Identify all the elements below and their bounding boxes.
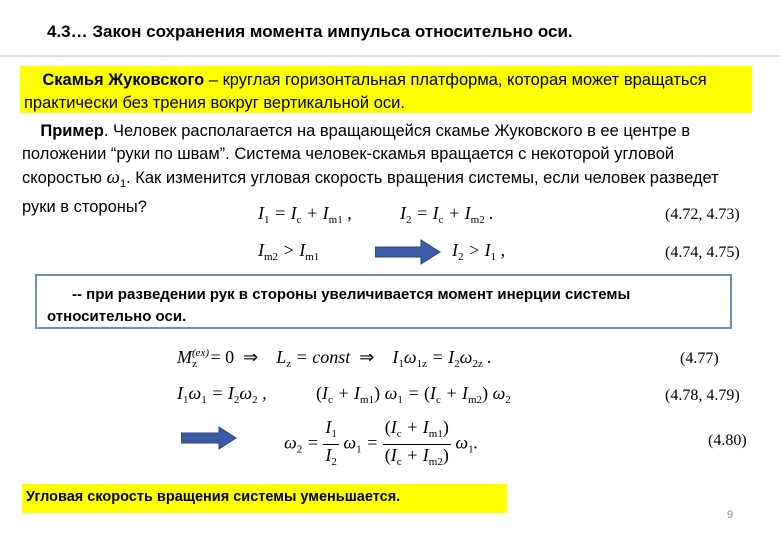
example-paragraph: [22, 120, 752, 219]
conclusion-box: [22, 484, 507, 513]
definition-term: Скамья Жуковского: [42, 71, 205, 89]
example-label: Пример: [40, 122, 104, 140]
title-divider: [0, 55, 780, 57]
equation-number-4-77: (4.77): [680, 350, 719, 367]
page-title: 4.3… Закон сохранения момента импульса относительно оси.: [47, 22, 573, 41]
equation-number-4-80: (4.80): [708, 432, 747, 449]
right-arrow-icon: [375, 239, 441, 265]
equation-4-74: $I_{m2} > I_{m1}$: [258, 240, 320, 263]
equation-number-4-78: (4.78, 4.79): [665, 387, 740, 404]
example-text-1: . Человек располагается на вращающейся скамье Жуковского в ее центре в положении “руки по швам”. Система человек-скамья вращается с некоторой угловой скоростью: [22, 122, 691, 187]
equation-4-80: $\omega_2$ = $\frac{I_1}{I_2}$ $\omega_1$ = $\frac{(I_c + I_{m1})}{(I_c + I_{m2})}$ $\omega_1$.: [284, 417, 479, 468]
omega-symbol: ω: [106, 167, 120, 188]
example-text-2: . Как изменится угловая скорость вращения системы, если человек разведет руки в стороны?: [22, 169, 719, 216]
note-box: [35, 274, 732, 329]
equation-4-78: $I_1\omega_1 = I_2\omega_2$ ,: [177, 383, 267, 406]
equation-number-4-74: (4.74, 4.75): [665, 244, 740, 261]
page-number: 9: [727, 509, 734, 521]
equation-4-79: $(I_c + I_{m1}) \omega_1 = (I_c + I_{m2})$ $\omega_2$: [316, 383, 511, 406]
equation-4-77: $M^{(ex)}_z$ = 0 ⇒ $L_z$ = const ⇒ $I_1\omega_{1z} = I_2\omega_{2z}$ .: [177, 347, 492, 370]
note-text: -- при разведении рук в стороны увеличивается момент инерции системы относительно оси.: [47, 286, 631, 325]
definition-box: [20, 66, 752, 113]
definition-text: – круглая горизонтальная платформа, которая может вращаться практически без трения вокруг вертикальной оси.: [24, 71, 707, 112]
omega-subscript: 1: [119, 178, 127, 190]
equation-4-72: $I_1 = I_c + I_{m1}$ ,: [258, 203, 352, 226]
equation-4-75: $I_2 > I_1$ ,: [452, 240, 506, 263]
conclusion-text: Угловая скорость вращения системы уменьшается.: [26, 489, 401, 505]
equation-number-4-72: (4.72, 4.73): [665, 206, 740, 223]
right-arrow-icon: [181, 426, 237, 450]
equation-4-73: $I_2 = I_c + I_{m2}$ .: [400, 203, 494, 226]
